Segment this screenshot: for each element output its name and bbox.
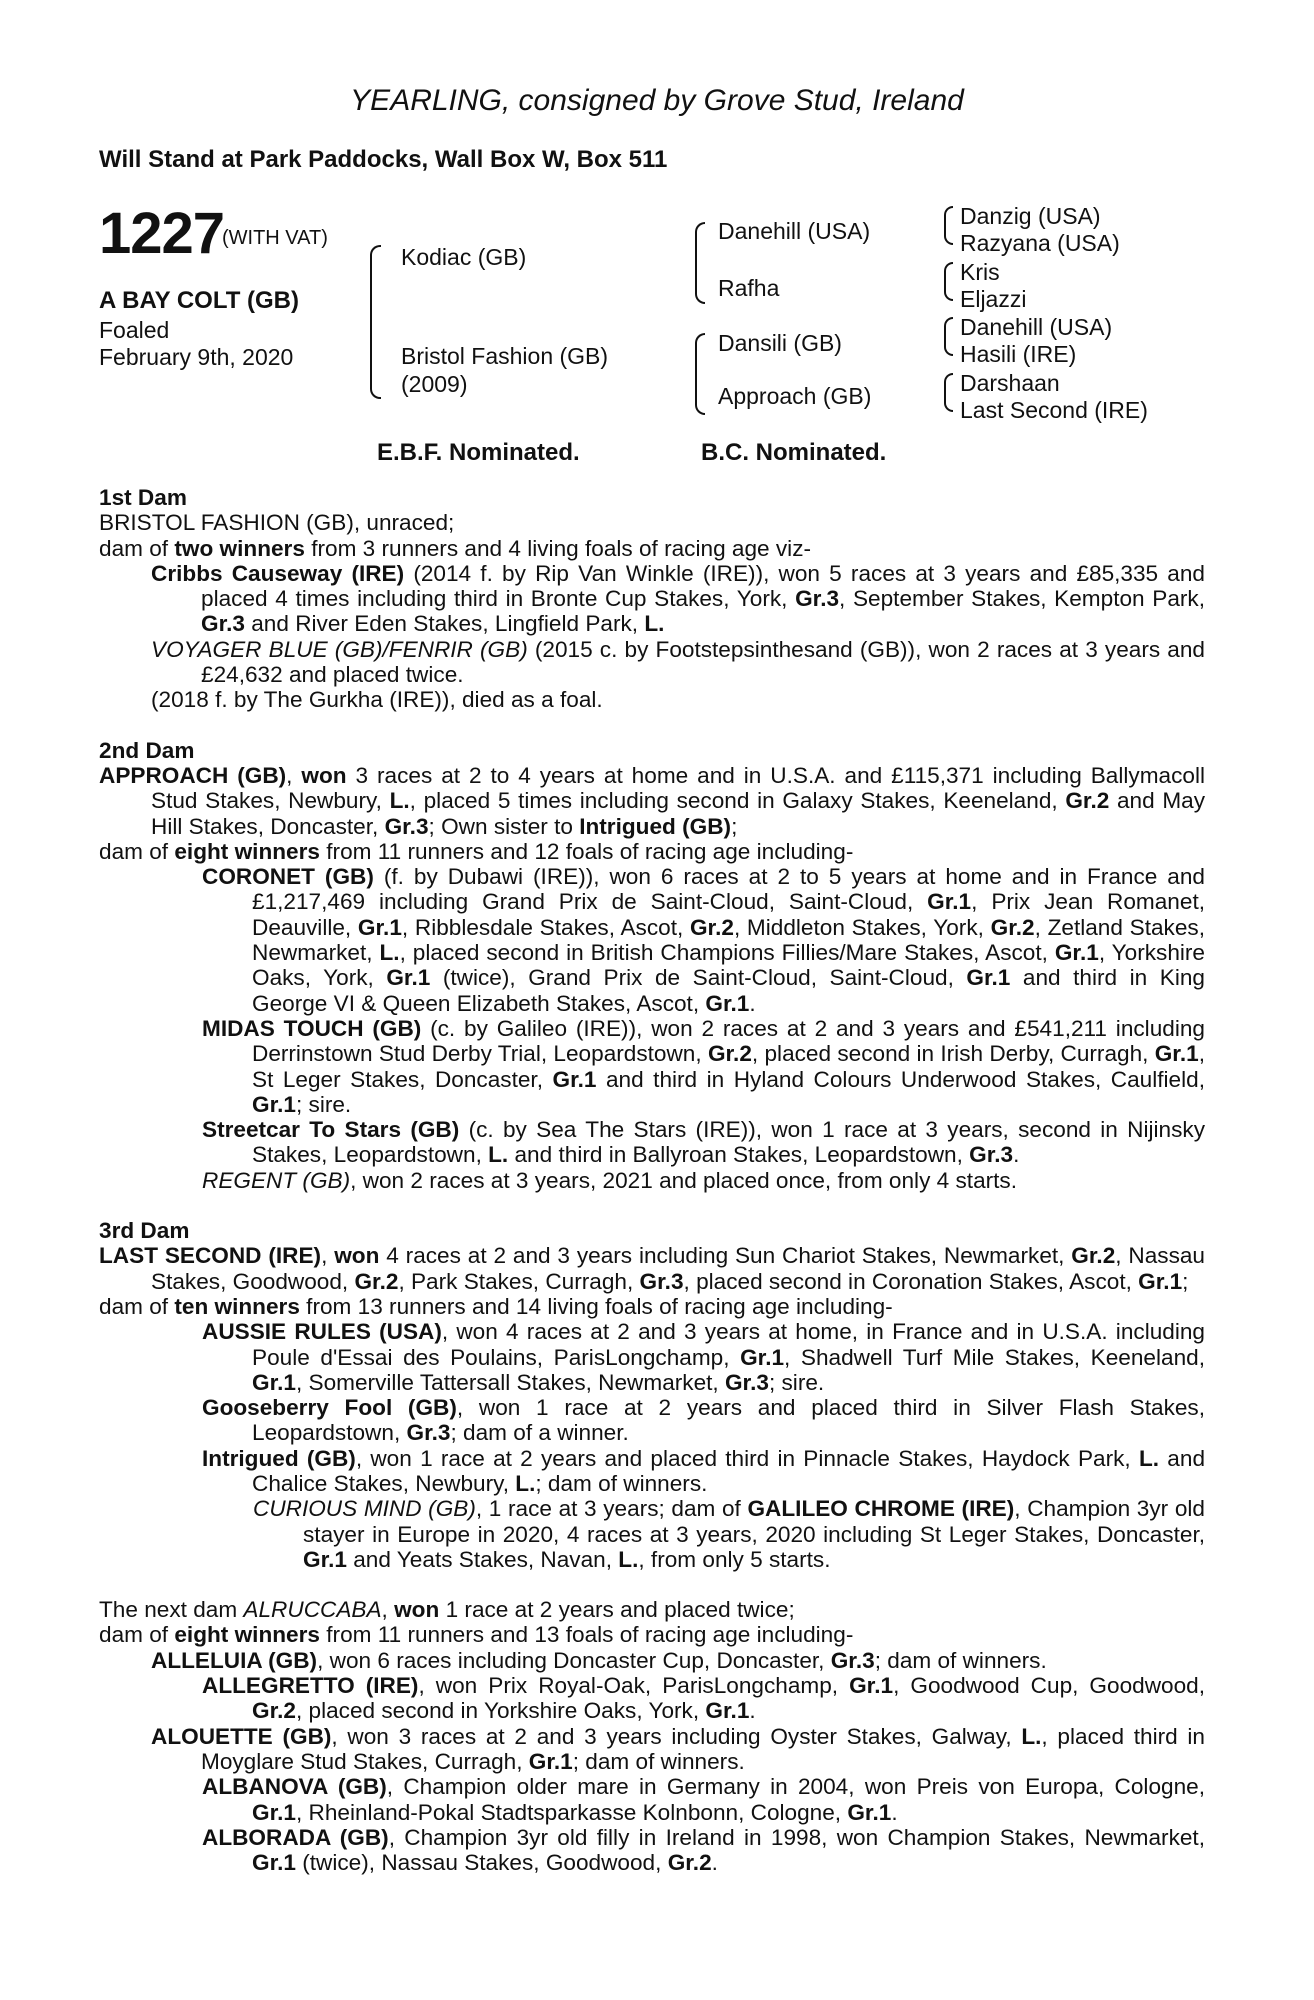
text-run: , Middleton Stakes, York,: [733, 914, 991, 940]
bold-text: ALOUETTE (GB): [151, 1723, 332, 1749]
progeny-alouette: [99, 1724, 1205, 1775]
bold-text: ALBORADA (GB): [202, 1824, 389, 1850]
bold-text: Gr.1: [849, 1673, 894, 1699]
bold-text: Gr.1: [528, 1748, 573, 1774]
bold-text: L.: [488, 1142, 509, 1168]
bold-text: L.: [379, 940, 400, 966]
bold-text: Gr.2: [707, 1041, 752, 1067]
text-run: , won 2 races at 3 years, 2021 and placed once, from only 4 starts.: [350, 1167, 1018, 1193]
text-run: from 11 runners and 13 foals of racing age including-: [319, 1622, 854, 1648]
text-run: ; sire.: [295, 1091, 352, 1117]
text-run: , won 4 races at 2 and 3 years at home, in France and in U.S.A. including Poule d'Essai des Poulains, ParisLongchamp,: [252, 1319, 1205, 1370]
bold-text: Gr.3: [406, 1420, 451, 1446]
bold-text: Gr.1: [252, 1091, 296, 1117]
foaled-label: Foaled: [99, 317, 170, 343]
bold-text: Gr.2: [252, 1698, 296, 1724]
text-run: , won 1 race at 2 years and placed third in Pinnacle Stakes, Haydock Park,: [355, 1445, 1139, 1471]
text-run: , 1 race at 3 years; dam of: [475, 1496, 748, 1522]
stand-location: Will Stand at Park Paddocks, Wall Box W, Box 511: [99, 146, 668, 173]
text-run: , won Prix Royal-Oak, ParisLongchamp,: [418, 1673, 850, 1699]
text-run: , from only 5 starts.: [638, 1546, 831, 1572]
text-run: .: [749, 1698, 756, 1724]
pedigree-brace-g3d: [944, 373, 953, 412]
pedigree-sire-sire: Danehill (USA): [718, 218, 871, 244]
text-run: , Zetland Stakes, Newmarket,: [252, 914, 1205, 966]
text-run: ; dam of winners.: [535, 1470, 708, 1496]
text-run: (c. by Galileo (IRE)), won 2 races at 2 and 3 years and £541,211 including Derrinstown Stud Derby Trial, Leopardstown,: [252, 1015, 1205, 1067]
progeny-intrigued: [99, 1446, 1205, 1497]
bold-text: Gr.3: [724, 1369, 769, 1395]
pedigree-g3-1: Danzig (USA): [960, 203, 1101, 229]
progeny-regent: [99, 1168, 1205, 1193]
bold-text: Gr.1: [966, 965, 1011, 991]
progeny-streetcar-to-stars: [99, 1117, 1205, 1168]
ebf-nominated: E.B.F. Nominated.: [377, 439, 580, 466]
second-dam-produce: [99, 839, 1205, 864]
foaled-info: [99, 317, 293, 371]
bold-text: two winners: [174, 535, 305, 561]
bold-text: ALLELUIA (GB): [151, 1647, 318, 1673]
text-run: ;: [731, 813, 738, 839]
third-dam-section: [99, 1218, 1205, 1572]
progeny-aussie-rules: [99, 1319, 1205, 1395]
text-run: ,: [381, 1597, 395, 1623]
bold-text: Gr.2: [990, 914, 1035, 940]
bc-nominated: B.C. Nominated.: [701, 439, 887, 466]
text-run: (2015 c. by Footstepsinthesand (GB)), won 2 races at 3 years and £24,632 and placed twice.: [201, 636, 1206, 688]
second-dam-section: [99, 738, 1205, 1193]
text-run: and third in King George VI & Queen Elizabeth Stakes, Ascot,: [252, 965, 1205, 1016]
text-run: 3 races at 2 to 4 years at home and in U.S.A. and £115,371 including Ballymacoll Stud Stakes, Newbury,: [151, 762, 1205, 814]
text-run: and Chalice Stakes, Newbury,: [252, 1445, 1206, 1496]
progeny-cribbs-causeway: [99, 561, 1205, 637]
text-run: , Park Stakes, Curragh,: [398, 1268, 640, 1294]
catalogue-heading: YEARLING, consigned by Grove Stud, Ireland: [350, 84, 964, 117]
pedigree-g3-8: Last Second (IRE): [960, 397, 1148, 423]
text-run: , Somerville Tattersall Stakes, Newmarket,: [295, 1369, 725, 1395]
second-dam-record: APPROACH (GB), won 3 races at 2 to 4 years at home and in U.S.A. and £115,371 including Ballymacoll Stud Stakes, Newbury, L., placed 5 times including second in Galaxy Stakes, Keeneland, Gr.2 and May Hill Stakes, Doncaster, Gr.3; Own sister to Intrigued (GB);: [99, 762, 1206, 839]
first-dam-heading: 1st Dam: [99, 485, 187, 510]
bold-text: Gr.3: [384, 813, 429, 839]
bold-text: Gr.1: [705, 990, 750, 1016]
text-run: (f. by Dubawi (IRE)), won 6 races at 2 to 5 years at home and in France and £1,217,469 including Grand Prix de Saint-Cloud, Saint-Cloud,: [252, 864, 1205, 915]
pedigree-g3-4: Eljazzi: [960, 286, 1027, 312]
text-run: The next dam: [99, 1597, 244, 1623]
text-run: ;: [1182, 1268, 1189, 1294]
next-dam-section: [99, 1597, 1205, 1875]
bold-text: Gr.2: [1071, 1243, 1116, 1269]
text-run: and May Hill Stakes, Doncaster,: [151, 788, 1206, 839]
bold-text: L.: [515, 1470, 536, 1496]
text-run: and third in Hyland Colours Underwood Stakes, Caulfield,: [596, 1066, 1205, 1092]
text-run: ; Own sister to: [428, 813, 580, 839]
pedigree-brace-main: [370, 245, 381, 399]
pedigree-brace-dam: [695, 333, 705, 415]
lot-description: A BAY COLT (GB): [99, 287, 300, 314]
text-run: .: [891, 1799, 898, 1825]
text-run: , September Stakes, Kempton Park,: [839, 586, 1206, 612]
vat-label: (WITH VAT): [222, 227, 328, 249]
bold-text: L.: [618, 1546, 639, 1572]
foaled-date: February 9th, 2020: [99, 344, 294, 370]
text-run: (c. by Sea The Stars (IRE)), won 1 race at 3 years, second in Nijinsky Stakes, Leopardstown,: [252, 1117, 1205, 1168]
text-run: and third in Ballyroan Stakes, Leopardstown,: [508, 1142, 970, 1168]
text-run: ; dam of a winner.: [450, 1420, 629, 1446]
text-run: , placed second in British Champions Fillies/Mare Stakes, Ascot,: [399, 940, 1055, 966]
pedigree-brace-g3c: [944, 317, 953, 356]
text-run: dam of: [99, 1622, 175, 1648]
italic-text: ALRUCCABA: [243, 1597, 382, 1623]
bold-text: Gr.1: [303, 1546, 347, 1572]
bold-text: Streetcar To Stars (GB): [202, 1117, 460, 1143]
bold-text: Gr.1: [927, 889, 972, 915]
progeny-voyager-blue: [99, 637, 1205, 688]
bold-text: ten winners: [174, 1293, 300, 1319]
text-run: dam of: [99, 535, 175, 561]
text-run: (2014 f. by Rip Van Winkle (IRE)), won 5 races at 3 years and £85,335 and placed 4 times including third in Bronte Cup Stakes, York,: [201, 560, 1205, 612]
progeny-curious-mind: [99, 1496, 1205, 1572]
progeny-midas-touch: [99, 1016, 1205, 1117]
text-run: 1 race at 2 years and placed twice;: [439, 1597, 795, 1623]
text-run: , placed second in Irish Derby, Curragh,: [751, 1041, 1155, 1067]
pedigree-dam-dam: Approach (GB): [718, 383, 872, 409]
bold-text: Gr.3: [639, 1268, 684, 1294]
text-run: from 3 runners and 4 living foals of racing age viz-: [304, 535, 812, 561]
pedigree-g3-3: Kris: [960, 259, 1000, 285]
bold-text: L.: [644, 611, 665, 637]
text-run: , Champion older mare in Germany in 2004, won Preis von Europa, Cologne,: [386, 1774, 1205, 1800]
text-run: , Goodwood Cup, Goodwood,: [893, 1673, 1205, 1699]
text-run: ; sire.: [768, 1369, 825, 1395]
bold-text: GALILEO CHROME (IRE): [747, 1496, 1015, 1522]
text-run: , Ribblesdale Stakes, Ascot,: [401, 914, 690, 940]
bold-text: L.: [389, 788, 410, 814]
text-run: 4 races at 2 and 3 years including Sun Chariot Stakes, Newmarket,: [379, 1243, 1072, 1269]
third-dam-heading: 3rd Dam: [99, 1218, 190, 1244]
pedigree-g3-5: Danehill (USA): [960, 314, 1113, 340]
pedigree-brace-g3a: [944, 206, 953, 245]
text-run: , placed second in Coronation Stakes, Ascot,: [683, 1268, 1139, 1294]
pedigree-g3-6: Hasili (IRE): [960, 341, 1077, 367]
bold-text: Gr.1: [1154, 1041, 1199, 1067]
bold-text: Intrigued (GB): [202, 1445, 356, 1471]
third-dam-record: LAST SECOND (IRE), won 4 races at 2 and 3 years including Sun Chariot Stakes, Newmarket, Gr.2, Nassau Stakes, Goodwood, Gr.2, Park Stakes, Curragh, Gr.3, placed second in Coronation Stakes, Ascot, Gr.1;: [99, 1243, 1206, 1294]
bold-text: Gr.1: [1054, 940, 1099, 966]
pedigree-dam-year: (2009): [401, 371, 468, 397]
progeny-allegretto: [99, 1673, 1205, 1724]
bold-text: Gr.3: [201, 611, 245, 637]
bold-text: APPROACH (GB): [99, 762, 287, 788]
first-dam-record: [99, 536, 1205, 561]
first-dam-line: BRISTOL FASHION (GB), unraced;: [99, 510, 455, 536]
bold-text: LAST SECOND (IRE): [99, 1243, 322, 1269]
next-dam-produce: [99, 1622, 1205, 1647]
bold-text: Gr.1: [552, 1066, 597, 1092]
bold-text: L.: [1138, 1445, 1160, 1471]
bold-text: Gr.1: [252, 1799, 296, 1825]
bold-text: eight winners: [174, 838, 320, 864]
bold-text: Gr.2: [1065, 788, 1110, 814]
italic-text: REGENT (GB): [202, 1167, 351, 1193]
text-run: ; dam of winners.: [874, 1647, 1047, 1673]
text-run: , Nassau Stakes, Goodwood,: [151, 1243, 1206, 1294]
text-run: , Rheinland-Pokal Stadtsparkasse Kolnbonn, Cologne,: [295, 1799, 848, 1825]
pedigree-dam: Bristol Fashion (GB): [401, 343, 609, 369]
bold-text: Gooseberry Fool (GB): [202, 1395, 457, 1421]
lot-number: 1227: [99, 201, 225, 266]
progeny-alborada: [99, 1825, 1205, 1876]
bold-text: Gr.2: [689, 914, 734, 940]
bold-text: AUSSIE RULES (USA): [202, 1319, 442, 1345]
progeny-coronet: CORONET (GB) (f. by Dubawi (IRE)), won 6 races at 2 to 5 years at home and in France and £1,217,469 including Grand Prix de Saint-Cloud, Saint-Cloud, Gr.1, Prix Jean Romanet, Deauville, Gr.1, Ribblesdale Stakes, Ascot, Gr.2, Middleton Stakes, York, Gr.2, Zetland Stakes, Newmarket, L., placed second in British Champions Fillies/Mare Stakes, Ascot, Gr.1, Yorkshire Oaks, York, Gr.1 (twice), Grand Prix de Saint-Cloud, Saint-Cloud, Gr.1 and third in King George VI & Queen Elizabeth Stakes, Ascot, Gr.1.: [202, 864, 1205, 1016]
bold-text: Gr.1: [386, 965, 431, 991]
third-dam-produce: [99, 1294, 1205, 1319]
bold-text: won: [394, 1597, 440, 1623]
progeny-2018-foal: (2018 f. by The Gurkha (IRE)), died as a foal.: [151, 687, 603, 713]
pedigree-g3-7: Darshaan: [960, 370, 1060, 396]
text-run: , Prix Jean Romanet, Deauville,: [252, 889, 1205, 940]
text-run: , Champion 3yr old filly in Ireland in 1998, won Champion Stakes, Newmarket,: [388, 1824, 1205, 1850]
bold-text: Gr.1: [740, 1344, 785, 1370]
text-run: from 13 runners and 14 living foals of racing age including-: [299, 1293, 893, 1319]
pedigree-brace-g3b: [944, 262, 953, 301]
text-run: ; dam of winners.: [572, 1748, 745, 1774]
text-run: from 11 runners and 12 foals of racing age including-: [319, 838, 854, 864]
text-run: , Yorkshire Oaks, York,: [252, 940, 1205, 991]
text-run: , Shadwell Turf Mile Stakes, Keeneland,: [784, 1344, 1205, 1370]
progeny-albanova: [99, 1774, 1205, 1825]
text-run: , placed third in Moyglare Stud Stakes, Curragh,: [201, 1723, 1205, 1774]
text-run: , won 3 races at 2 and 3 years including Oyster Stakes, Galway,: [331, 1723, 1022, 1749]
bold-text: Gr.3: [830, 1647, 875, 1673]
text-run: , won 1 race at 2 years and placed third in Silver Flash Stakes, Leopardstown,: [252, 1395, 1206, 1446]
text-run: , Champion 3yr old stayer in Europe in 2020, 4 races at 3 years, 2020 including St Leger Stakes, Doncaster,: [303, 1496, 1205, 1547]
progeny-alleluia: [99, 1648, 1205, 1673]
produce-record: [99, 485, 1205, 1875]
bold-text: Gr.1: [357, 914, 402, 940]
bold-text: L.: [1021, 1723, 1042, 1749]
bold-text: Gr.2: [354, 1268, 399, 1294]
italic-text: VOYAGER BLUE (GB)/FENRIR (GB): [151, 636, 528, 662]
bold-text: Gr.1: [847, 1799, 892, 1825]
bold-text: Gr.1: [252, 1850, 296, 1876]
next-dam-record: [99, 1597, 1205, 1622]
bold-text: won: [334, 1243, 380, 1269]
bold-text: eight winners: [174, 1622, 320, 1648]
italic-text: CURIOUS MIND (GB): [253, 1496, 476, 1522]
text-run: , placed second in Yorkshire Oaks, York,: [295, 1698, 706, 1724]
text-run: (twice), Grand Prix de Saint-Cloud, Saint-Cloud,: [430, 965, 967, 991]
first-dam-section: [99, 485, 1205, 713]
text-run: dam of: [99, 1293, 175, 1319]
text-run: .: [711, 1850, 718, 1876]
bold-text: MIDAS TOUCH (GB): [202, 1015, 422, 1041]
pedigree-brace-sire: [695, 222, 705, 304]
text-run: , St Leger Stakes, Doncaster,: [252, 1041, 1205, 1092]
text-run: , placed 5 times including second in Galaxy Stakes, Keeneland,: [409, 788, 1066, 814]
bold-text: won: [301, 762, 347, 788]
bold-text: Intrigued (GB): [579, 813, 732, 839]
pedigree-g3-2: Razyana (USA): [960, 230, 1120, 256]
bold-text: Gr.3: [969, 1142, 1014, 1168]
pedigree-sire: Kodiac (GB): [401, 244, 527, 270]
bold-text: Gr.2: [667, 1850, 712, 1876]
text-run: (twice), Nassau Stakes, Goodwood,: [295, 1850, 668, 1876]
pedigree-dam-sire: Dansili (GB): [718, 330, 842, 356]
pedigree-sire-dam: Rafha: [718, 275, 780, 301]
bold-text: Cribbs Causeway (IRE): [151, 560, 405, 586]
text-run: and River Eden Stakes, Lingfield Park,: [244, 611, 645, 637]
second-dam-heading: 2nd Dam: [99, 737, 195, 763]
text-run: and Yeats Stakes, Navan,: [346, 1546, 619, 1572]
text-run: , won 6 races including Doncaster Cup, Doncaster,: [317, 1647, 831, 1673]
bold-text: CORONET (GB): [202, 864, 374, 890]
text-run: .: [1013, 1142, 1020, 1168]
progeny-gooseberry-fool: [99, 1395, 1205, 1446]
bold-text: Gr.1: [705, 1698, 750, 1724]
bold-text: Gr.1: [252, 1369, 296, 1395]
bold-text: Gr.3: [795, 586, 840, 612]
bold-text: Gr.1: [1138, 1268, 1183, 1294]
bold-text: ALBANOVA (GB): [202, 1774, 387, 1800]
bold-text: ALLEGRETTO (IRE): [202, 1673, 419, 1699]
text-run: dam of: [99, 838, 175, 864]
